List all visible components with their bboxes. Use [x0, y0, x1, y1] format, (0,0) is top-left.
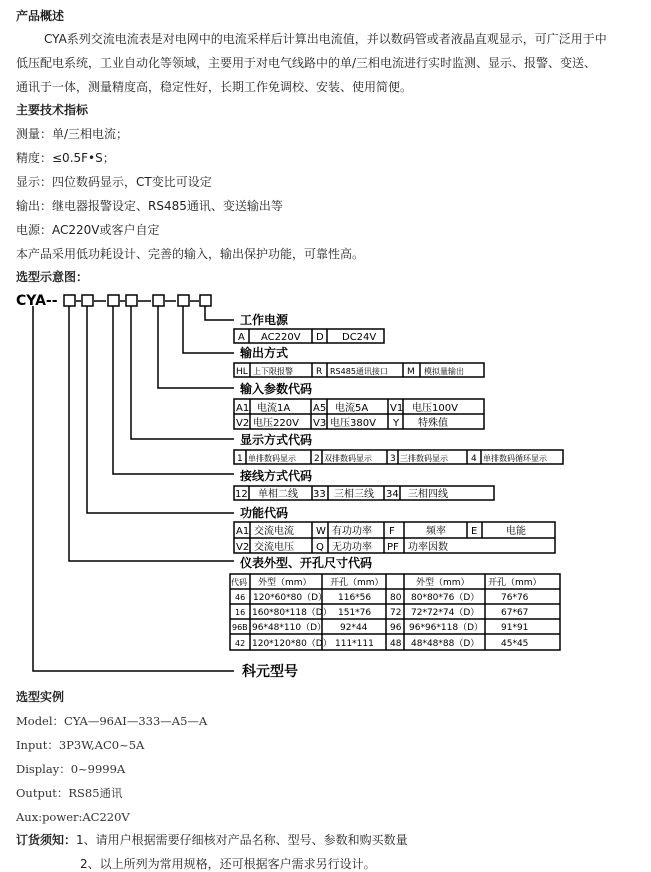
output-cell: RS485通讯接口	[330, 367, 388, 376]
display-cell: 单排数码循环显示	[483, 454, 547, 463]
power-label: 工作电源	[240, 313, 289, 327]
display-cell: 2	[314, 454, 320, 464]
overview-paragraph-line-2: 低压配电系统，工业自动化等领域，主要用于对电气线路中的单/三相电流进行实时监测、显示、报警、变送、	[16, 56, 597, 70]
function-cell: 频率	[426, 526, 446, 537]
input-cell: V3	[313, 418, 327, 429]
size-header-cell: 开孔（mm）	[330, 578, 384, 588]
size-cell: 96	[390, 623, 402, 633]
size-cell: 72*72*74（D）	[411, 608, 480, 618]
function-cell: 有功功率	[332, 526, 372, 537]
display-cell: 4	[471, 454, 477, 464]
input-cell: V2	[236, 418, 250, 429]
input-cell: A1	[236, 403, 250, 414]
input-cell: A5	[313, 403, 327, 414]
input-cell: 电流5A	[335, 403, 369, 414]
size-header-cell: 外型（mm）	[258, 578, 312, 588]
size-cell: 48	[390, 639, 402, 649]
overview-paragraph-line-1: CYA系列交流电流表是对电网中的电流采样后计算出电流值，并以数码管或者液晶直观显示，可广泛用于中	[44, 32, 607, 46]
size-cell: 160*80*118（D）	[252, 608, 332, 618]
example-title: 选型实例	[16, 690, 65, 704]
size-cell: 92*44	[340, 623, 368, 633]
power-cell: D	[316, 332, 324, 343]
size-header-cell: 代码	[231, 578, 247, 587]
brand-model-label: 科元型号	[242, 664, 298, 680]
function-label: 功能代码	[240, 506, 289, 520]
size-cell: 116*56	[338, 593, 372, 603]
size-cell: 67*67	[501, 608, 529, 618]
display-label: 显示方式代码	[240, 433, 313, 447]
size-label: 仪表外型、开孔尺寸代码	[240, 556, 373, 570]
power-cell: A	[238, 332, 245, 343]
spec-item-display: 显示：四位数码显示，CT变比可设定	[16, 175, 212, 189]
function-cell: A1	[236, 526, 250, 537]
display-cell: 单排数码显示	[248, 454, 296, 463]
function-cell: 功率因数	[408, 542, 448, 553]
diagram-title: 选型示意图：	[16, 270, 89, 284]
overview-title: 产品概述	[16, 9, 65, 23]
size-header-cell: 外型（mm）	[416, 578, 470, 588]
spec-item-output: 输出：继电器报警设定、RS485通讯、变送输出等	[16, 199, 283, 213]
order-note-line-1	[16, 832, 408, 848]
output-label: 输出方式	[240, 346, 289, 360]
output-cell: 上下限报警	[253, 367, 293, 376]
function-cell: 电能	[506, 526, 526, 537]
example-display: Display：0~9999A	[16, 762, 126, 776]
function-cell: W	[316, 526, 326, 537]
input-cell: V1	[390, 403, 404, 414]
output-cell: R	[316, 367, 323, 377]
output-cell: 模拟量输出	[424, 367, 464, 376]
size-cell: 120*60*80（D）	[253, 593, 328, 603]
example-model: Model：CYA—96AI—333—A5—A	[16, 714, 208, 728]
specs-title: 主要技术指标	[16, 103, 89, 117]
size-cell: 96B	[232, 623, 248, 632]
spec-item-accuracy: 精度：≤0.5F•S；	[16, 151, 115, 165]
order-note-2: 2、以上所列为常用规格，还可根据客户需求另行设计。	[80, 857, 376, 871]
size-cell: 111*111	[335, 639, 374, 649]
size-cell: 80*80*76（D）	[411, 593, 480, 603]
size-cell: 46	[235, 593, 246, 602]
power-cell: DC24V	[342, 332, 377, 343]
function-cell: F	[389, 526, 395, 537]
display-cell: 双排数码显示	[324, 454, 372, 463]
input-cell: 特殊值	[418, 418, 448, 429]
size-cell: 120*120*80（D）	[252, 639, 332, 649]
size-cell: 72	[390, 608, 402, 618]
input-cell: Y	[393, 418, 400, 429]
wiring-cell: 12	[235, 489, 248, 500]
size-cell: 16	[235, 608, 246, 617]
spec-item-power: 电源：AC220V或客户自定	[16, 223, 160, 237]
wiring-cell: 33	[313, 489, 326, 500]
order-note-1: 1、请用户根据需要仔细核对产品名称、型号、参数和购买数量	[76, 833, 408, 847]
function-cell: PF	[387, 542, 399, 553]
power-cell: AC220V	[261, 332, 301, 343]
input-cell: 电压100V	[412, 403, 458, 414]
wiring-cell: 单相二线	[258, 489, 298, 500]
function-cell: Q	[316, 542, 324, 553]
function-cell: 无功功率	[332, 542, 372, 553]
function-cell: V2	[236, 542, 250, 553]
wiring-cell: 三相三线	[334, 489, 374, 500]
example-output: Output：RS85通讯	[16, 786, 123, 800]
size-cell: 45*45	[501, 639, 529, 649]
input-cell: 电流1A	[257, 403, 291, 414]
input-cell: 电压380V	[330, 418, 376, 429]
output-cell: M	[407, 367, 415, 377]
model-selection-diagram	[16, 291, 568, 684]
size-cell: 96*48*110（D）	[252, 623, 327, 633]
order-title: 订货须知：	[16, 833, 77, 847]
overview-paragraph-line-3: 通讯于一体，测量精度高，稳定性好，长期工作免调校、安装、使用简便。	[16, 80, 413, 94]
function-cell: 交流电压	[254, 542, 294, 553]
wiring-cell: 34	[386, 489, 399, 500]
size-cell: 80	[390, 593, 402, 603]
example-aux-power: Aux:power:AC220V	[16, 810, 130, 824]
size-cell: 42	[235, 639, 246, 648]
display-cell: 1	[237, 454, 243, 464]
size-cell: 76*76	[501, 593, 529, 603]
output-cell: HL	[236, 367, 248, 377]
size-cell: 91*91	[501, 623, 529, 633]
function-cell: 交流电流	[254, 526, 294, 537]
size-cell: 151*76	[338, 608, 372, 618]
model-prefix: CYA--	[16, 293, 58, 309]
spec-item-measure: 测量：单/三相电流；	[16, 127, 129, 141]
size-cell: 96*96*118（D）	[409, 623, 484, 633]
wiring-cell: 三相四线	[408, 489, 448, 500]
display-cell: 三排数码显示	[400, 454, 448, 463]
example-input: Input：3P3W,AC0~5A	[16, 738, 145, 752]
input-label: 输入参数代码	[240, 382, 313, 396]
input-cell: 电压220V	[253, 418, 299, 429]
size-header-cell: 开孔（mm）	[488, 578, 542, 588]
display-cell: 3	[390, 454, 396, 464]
spec-item-design: 本产品采用低功耗设计、完善的输入，输出保护功能，可靠性高。	[16, 247, 365, 261]
function-cell: E	[471, 526, 478, 537]
wiring-label: 接线方式代码	[240, 469, 313, 483]
size-cell: 48*48*88（D）	[411, 639, 480, 649]
